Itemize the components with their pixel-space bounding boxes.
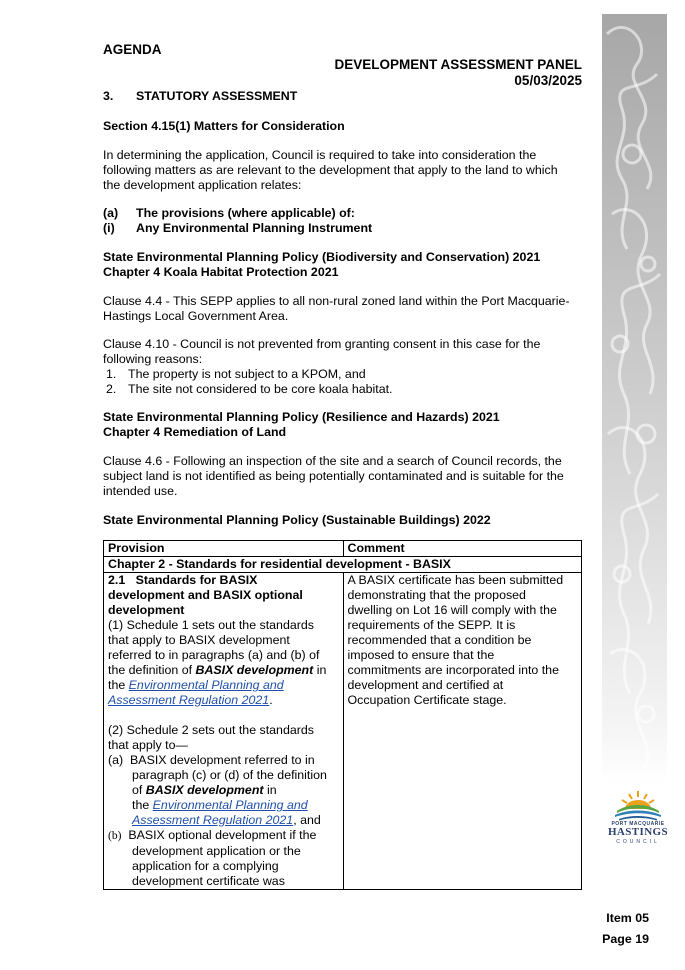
provision-line: (2) Schedule 2 sets out the standards: [108, 723, 314, 737]
text-fragment: .: [269, 693, 273, 707]
footer-item-number: Item 05: [606, 911, 649, 925]
column-header-provision: Provision: [104, 541, 344, 557]
text-fragment: the: [108, 678, 129, 692]
text-fragment: the: [132, 798, 153, 812]
reason-list: [106, 367, 393, 397]
table-header-row: [104, 541, 582, 557]
provision-item-b: [108, 828, 339, 889]
provision-line: [108, 678, 339, 693]
koala-chapter-heading: Chapter 4 Koala Habitat Protection 2021: [103, 265, 339, 279]
provision-line: that apply to BASIX development: [108, 633, 290, 647]
regulation-link[interactable]: Environmental Planning and: [152, 798, 308, 812]
comment-line: dwelling on Lot 16 will comply with the: [347, 603, 557, 617]
provision-line: that apply to—: [108, 738, 188, 752]
provision-line: [108, 798, 339, 813]
provision-line: development application or the: [132, 844, 301, 858]
sepp-resilience-heading: State Environmental Planning Policy (Resilience and Hazards) 2021: [103, 410, 500, 424]
item-label: (a): [108, 753, 124, 767]
intro-line: In determining the application, Council is required to take into consideration the: [103, 148, 537, 162]
regulation-link[interactable]: Assessment Regulation 2021: [132, 813, 294, 827]
clause-line: Hastings Local Government Area.: [103, 309, 289, 323]
list-number: 2.: [106, 382, 117, 396]
provision-item-a: [108, 753, 339, 828]
provision-line: application for a complying: [132, 859, 279, 873]
comment-line: A BASIX certificate has been submitted: [347, 573, 564, 587]
intro-paragraph: [103, 148, 558, 193]
logo-text-port-macquarie: PORT MACQUARIE: [611, 821, 665, 827]
column-header-comment: Comment: [343, 541, 581, 557]
provision-line: BASIX optional development if the: [128, 828, 317, 842]
comment-cell: [343, 573, 581, 890]
provision-heading-line: development and BASIX optional: [108, 588, 303, 602]
regulation-link[interactable]: Environmental Planning and: [128, 678, 284, 692]
provision-line: [108, 783, 339, 798]
clause-line: following reasons:: [103, 352, 203, 366]
comment-line: development and certified at: [347, 678, 504, 692]
provision-a-text: The provisions (where applicable) of:: [136, 206, 355, 220]
clause-line: Clause 4.10 - Council is not prevented from granting consent in this case for the: [103, 337, 541, 351]
provision-line: referred to in paragraphs (a) and (b) of: [108, 648, 320, 662]
list-item: [106, 367, 393, 382]
provision-number: 2.1: [108, 573, 126, 587]
provision-i-label: (i): [103, 221, 115, 235]
provision-line: development certificate was: [132, 874, 285, 888]
sun-waves-logo-icon: [607, 785, 669, 823]
list-text: The site not considered to be core koala habitat.: [128, 382, 393, 396]
text-fragment: in: [313, 663, 327, 677]
council-logo: [607, 785, 669, 847]
logo-text-council: COUNCIL: [616, 839, 660, 845]
comment-line: demonstrating that the proposed: [347, 588, 526, 602]
defined-term: BASIX development: [145, 783, 264, 797]
clause-line: intended use.: [103, 484, 178, 498]
text-fragment: the definition of: [108, 663, 196, 677]
provision-a-label: (a): [103, 206, 119, 220]
table-row: [104, 573, 582, 890]
provision-heading: [108, 573, 339, 618]
provision-line: [108, 813, 339, 828]
comment-line: recommended that a condition be: [347, 633, 532, 647]
clause-4-4-paragraph: [103, 294, 570, 324]
provision-line: (1) Schedule 1 sets out the standards: [108, 618, 314, 632]
basix-provisions-table: [103, 540, 582, 890]
panel-title: DEVELOPMENT ASSESSMENT PANEL: [334, 57, 582, 72]
item-label: (b): [108, 830, 122, 842]
spacer: [108, 708, 339, 723]
intro-line: the development application relates:: [103, 178, 302, 192]
clause-4-10-paragraph: [103, 337, 540, 367]
meeting-date: 05/03/2025: [514, 73, 582, 88]
section-number: 3.: [103, 89, 114, 103]
regulation-link[interactable]: Assessment Regulation 2021: [108, 693, 270, 707]
comment-line: commitments are incorporated into the: [347, 663, 559, 677]
remediation-chapter-heading: Chapter 4 Remediation of Land: [103, 425, 287, 439]
list-item: [106, 382, 393, 397]
comment-line: requirements of the SEPP. It is: [347, 618, 516, 632]
matters-subheading: Section 4.15(1) Matters for Consideration: [103, 119, 345, 133]
chapter-row: [104, 557, 582, 573]
footer-page-number: Page 19: [602, 932, 649, 946]
sepp-biodiversity-heading: State Environmental Planning Policy (Biodiversity and Conservation) 2021: [103, 250, 541, 264]
sepp-sustainable-heading: State Environmental Planning Policy (Sustainable Buildings) 2022: [103, 513, 491, 527]
list-number: 1.: [106, 367, 117, 381]
provision-heading-line: Standards for BASIX: [135, 573, 258, 587]
comment-line: imposed to ensure that the: [347, 648, 495, 662]
section-title: STATUTORY ASSESSMENT: [136, 89, 298, 103]
provision-i-text: Any Environmental Planning Instrument: [136, 221, 373, 235]
provision-line: BASIX development referred to in: [130, 753, 315, 767]
swirl-pattern-icon: [602, 14, 667, 784]
text-fragment: in: [263, 783, 277, 797]
text-fragment: , and: [293, 813, 321, 827]
text-fragment: of: [132, 783, 146, 797]
provision-heading-line: development: [108, 603, 185, 617]
logo-text-hastings: HASTINGS: [607, 826, 669, 838]
provision-line: paragraph (c) or (d) of the definition: [132, 768, 327, 782]
clause-line: Clause 4.4 - This SEPP applies to all non-rural zoned land within the Port Macquarie-: [103, 294, 570, 308]
defined-term: BASIX development: [195, 663, 314, 677]
provision-line: [108, 663, 339, 678]
provision-line: [108, 693, 339, 708]
comment-line: Occupation Certificate stage.: [347, 693, 507, 707]
chapter-2-heading: Chapter 2 - Standards for residential development - BASIX: [104, 557, 582, 573]
agenda-label: AGENDA: [103, 42, 162, 57]
list-text: The property is not subject to a KPOM, and: [128, 367, 366, 381]
clause-line: subject land is not identified as being potentially contaminated and is suitable for the: [103, 469, 564, 483]
intro-line: following matters as are relevant to the development that apply to the land to which: [103, 163, 558, 177]
provision-cell: [104, 573, 344, 890]
clause-line: Clause 4.6 - Following an inspection of the site and a search of Council records, the: [103, 454, 562, 468]
clause-4-6-paragraph: [103, 454, 564, 499]
decorative-side-band: [602, 14, 667, 784]
